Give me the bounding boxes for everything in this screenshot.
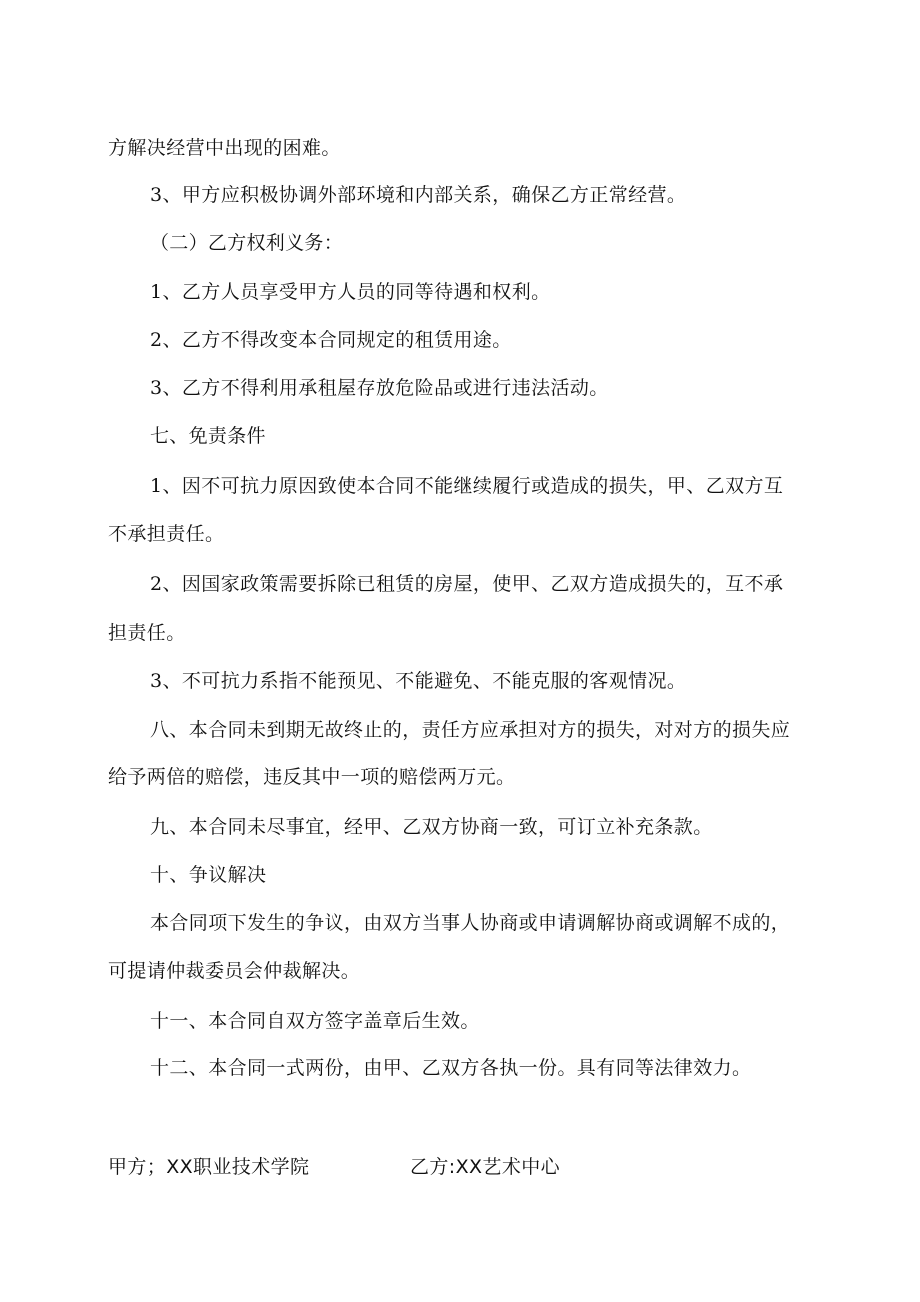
- text-line: 九、本合同未尽事宜，经甲、乙双方协商一致，可订立补充条款。: [150, 816, 713, 838]
- text-line: 2、因国家政策需要拆除已租赁的房屋，使甲、乙双方造成损失的，互不承: [150, 573, 784, 595]
- text-line: 2、乙方不得改变本合同规定的租赁用途。: [150, 329, 512, 351]
- text-line: 十二、本合同一式两份，由甲、乙双方各执一份。具有同等法律效力。: [150, 1057, 752, 1079]
- text-line: 担责任。: [108, 622, 186, 644]
- text-line: 不承担责任。: [108, 523, 225, 545]
- text-line: 本合同项下发生的争议，由双方当事人协商或申请调解协商或调解不成的，: [150, 912, 791, 934]
- text-line: 可提请仲裁委员会仲裁解决。: [108, 960, 361, 982]
- text-line: 八、本合同未到期无故终止的，责任方应承担对方的损失，对对方的损失应: [150, 719, 791, 741]
- section-heading: （二）乙方权利义务：: [150, 232, 344, 254]
- text-line: 给予两倍的赔偿，违反其中一项的赔偿两万元。: [108, 766, 516, 788]
- text-line: 3、甲方应积极协调外部环境和内部关系，确保乙方正常经营。: [150, 184, 687, 206]
- section-heading: 七、免责条件: [150, 425, 266, 447]
- section-heading: 十、争议解决: [150, 864, 267, 886]
- text-line: 1、因不可抗力原因致使本合同不能继续履行或造成的损失，甲、乙双方互: [150, 475, 784, 497]
- text-line: 方解决经营中出现的困难。: [108, 137, 341, 159]
- text-line: 3、不可抗力系指不能预见、不能避免、不能克服的客观情况。: [150, 670, 687, 692]
- text-line: 十一、本合同自双方签字盖章后生效。: [150, 1010, 480, 1032]
- signature-party-b: 乙方:XX艺术中心: [410, 1156, 561, 1178]
- text-line: 1、乙方人员享受甲方人员的同等待遇和权利。: [150, 281, 551, 303]
- signature-party-a: 甲方；XX职业技术学院: [108, 1156, 310, 1178]
- text-line: 3、乙方不得利用承租屋存放危险品或进行违法活动。: [150, 377, 609, 399]
